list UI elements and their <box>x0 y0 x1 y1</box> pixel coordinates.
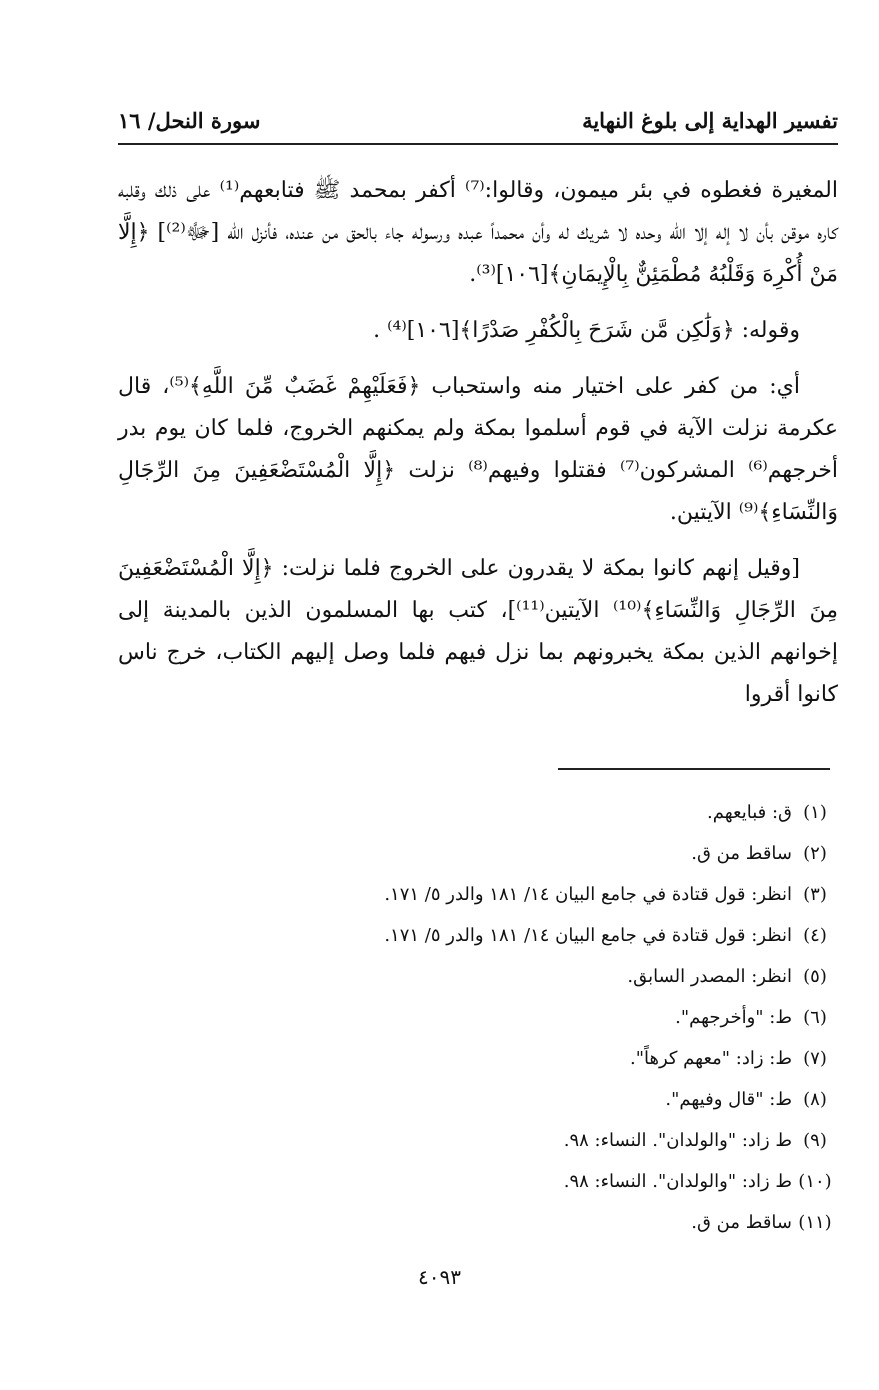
footnote-number: (٣) <box>803 884 827 905</box>
footnote-1 <box>300 792 838 833</box>
footnote-number: (٦) <box>803 1007 827 1028</box>
footnote-10 <box>300 1161 838 1202</box>
footnote-number: (٧) <box>803 1048 827 1069</box>
page-number: ٤٠٩٣ <box>418 1265 461 1289</box>
footnote-text: ط زاد: "والولدان". النساء: ٩٨. <box>563 1130 792 1151</box>
footnote-text: ساقط من ق. <box>691 1212 792 1233</box>
paragraph-2: وقوله: ﴿وَلَٰكِن مَّن شَرَحَ بِالْكُفْرِ صَدْرًا﴾[١٠٦]⁽⁴⁾ . <box>373 318 800 343</box>
footnote-text: ق: فبايعهم. <box>707 802 792 823</box>
footnote-number: (١) <box>803 802 827 823</box>
footnote-text: ط: زاد: "معهم كرهاً". <box>629 1048 792 1069</box>
footnote-2 <box>300 833 838 874</box>
footnote-8 <box>300 1079 838 1120</box>
footnote-text: ط: "وأخرجهم". <box>675 1007 792 1028</box>
footnote-5 <box>300 956 838 997</box>
footnote-text: انظر: قول قتادة في جامع البيان ١٤/ ١٨١ والدر ٥/ ١٧١. <box>384 925 792 946</box>
paragraph-1: المغيرة فغطوه في بئر ميمون، وقالوا:⁽⁷⁾ أكفر بمحمد ﷺ فتابعهم⁽¹⁾ على ذلك وقلبه كاره موقن بأن لا إله إلا الله وحده لا شريك له وأن محمداً عبده ورسوله جاء بالحق من عنده، فأنزل الله [ﷻ⁽²⁾] ﴿إِلَّا مَنْ أُكْرِهَ وَقَلْبُهُ مُطْمَئِنٌّ بِالْإِيمَانِ﴾[١٠٦]⁽³⁾. <box>118 178 838 287</box>
footnotes <box>300 792 838 1243</box>
footnote-divider <box>558 768 830 770</box>
footnote-9 <box>300 1120 838 1161</box>
footnote-11 <box>300 1202 838 1243</box>
footnote-text: ساقط من ق. <box>691 843 792 864</box>
footnote-text: انظر: المصدر السابق. <box>627 966 792 987</box>
footnote-text: ط زاد: "والولدان". النساء: ٩٨. <box>563 1171 792 1192</box>
footnote-text: انظر: قول قتادة في جامع البيان ١٤/ ١٨١ والدر ٥/ ١٧١. <box>384 884 792 905</box>
footnote-number: (٤) <box>803 925 827 946</box>
main-text <box>118 170 838 730</box>
footnote-number: (٢) <box>803 843 827 864</box>
footnote-7 <box>300 1038 838 1079</box>
footnote-text: ط: "قال وفيهم". <box>665 1089 792 1110</box>
header-divider <box>118 143 838 145</box>
paragraph-4: [وقيل إنهم كانوا بمكة لا يقدرون على الخروج فلما نزلت: ﴿إِلَّا الْمُسْتَضْعَفِينَ مِنَ الرِّجَالِ وَالنِّسَاءِ﴾⁽¹⁰⁾ الآيتين⁽¹¹⁾]، كتب بها المسلمون الذين بالمدينة إلى إخوانهم الذين بمكة يخبرونهم بما نزل فيهم فلما وصل إليهم الكتاب، خرج ناس كانوا أقروا <box>118 556 838 707</box>
book-title: تفسير الهداية إلى بلوغ النهاية <box>582 108 838 133</box>
footnote-number: (١٠) <box>798 1171 832 1192</box>
paragraph-3: أي: من كفر على اختيار منه واستحباب ﴿فَعَلَيْهِمْ غَضَبٌ مِّنَ اللَّهِ﴾⁽⁵⁾، قال عكرمة نزلت الآية في قوم أسلموا بمكة ولم يمكنهم الخروج، فلما كان يوم بدر أخرجهم⁽⁶⁾ المشركون⁽⁷⁾ فقتلوا وفيهم⁽⁸⁾ نزلت ﴿إِلَّا الْمُسْتَضْعَفِينَ مِنَ الرِّجَالِ وَالنِّسَاءِ﴾⁽⁹⁾ الآيتين. <box>118 374 839 525</box>
footnote-3 <box>300 874 838 915</box>
footnote-number: (١١) <box>798 1212 832 1233</box>
running-header <box>118 104 838 144</box>
surah-reference: سورة النحل/ ١٦ <box>118 108 261 133</box>
footnote-number: (٩) <box>803 1130 827 1151</box>
footnote-number: (٨) <box>803 1089 827 1110</box>
footnote-number: (٥) <box>803 966 827 987</box>
footnote-4 <box>300 915 838 956</box>
footnote-6 <box>300 997 838 1038</box>
